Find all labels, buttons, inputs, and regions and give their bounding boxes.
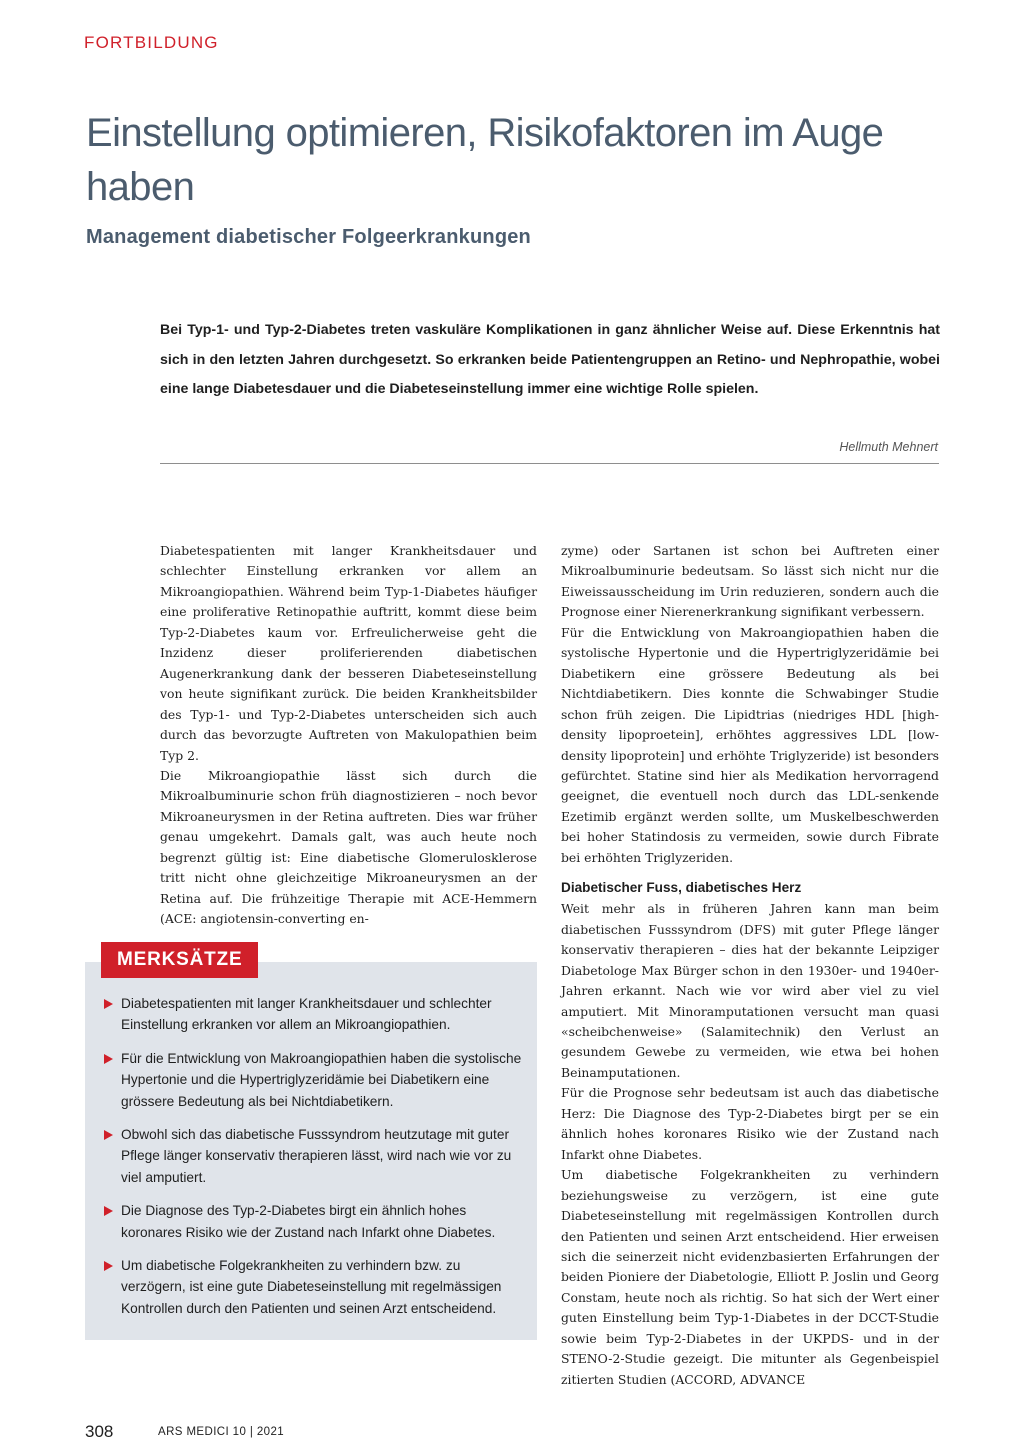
key-points-title: MERKSÄTZE [101,942,258,978]
key-point-text: Diabetespatienten mit langer Krankheitsdauer und schlechter Einstellung erkranken vor allem an Mikroangiopathien. [121,996,492,1033]
body-paragraph: Weit mehr als in früheren Jahren kann man beim diabetischen Fusssyndrom (DFS) mit guter Pflege länger konservativ therapieren – dies hat der bekannte Leipziger Diabetologe Max Bürger schon in den 1930er- und 1940er-Jahren erkannt. Nach wie vor wird aber viel zu viel amputiert. Mit Minoramputationen versucht man quasi «scheibchenweise» (Salamitechnik) den Verlust an gesundem Gewebe zu vermeiden, wie etwa bei hohen Beinamputationen. [561,901,939,1080]
key-point-text: Obwohl sich das diabetische Fusssyndrom heutzutage mit guter Pflege länger konservativ therapieren lässt, wird nach wie vor zu viel amputiert. [121,1127,512,1185]
triangle-bullet-icon [104,1261,113,1271]
body-paragraph: Für die Entwicklung von Makroangiopathien haben die systolische Hypertonie und die Hypertriglyzeridämie bei Diabetikern eine grössere Bedeutung als bei Nichtdiabetikern. Dies konnte die Schwabinger Studie schon früh zeigen. Die Lipidtrias (niedriges HDL [high-density lipoproetein], erhöhtes aggressives LDL [low-density lipoprotein] und erhöhte Triglyzeride) ist besonders gefürchtet. Statine sind hier als Medikation hervorragend geeignet, die eventuell noch durch das LDL-senkende Ezetimib ergänzt werden sollte, um Muskelbeschwerden bei hoher Statindosis zu vermeiden, sowie durch Fibrate bei erhöhten Triglyzeriden. [561,624,939,865]
body-paragraph: Diabetespatienten mit langer Krankheitsdauer und schlechter Einstellung erkranken vor allem an Mikroangiopathien. Während beim Typ-1-Diabetes häufiger eine proliferative Retinopathie auftritt, kommt diese beim Typ-2-Diabetes kaum vor. Erfreulicherweise geht die Inzidenz dieser proliferierenden diabetischen Augenerkrankung dank der besseren Diabeteseinstellung von heute signifikant zurück. Die beiden Krankheitsbilder des Typ-1- und Typ-2-Diabetes unterscheiden sich auch durch das bevorzugte Auftreten von Makulopathien beim Typ 2. [160,543,537,763]
key-point-text: Für die Entwicklung von Makroangiopathien haben die systolische Hypertonie und die Hypertriglyzeridämie bei Diabetikern eine grössere Bedeutung als bei Nichtdiabetikern. [121,1050,522,1109]
triangle-bullet-icon [104,1054,113,1064]
triangle-bullet-icon [104,1130,113,1140]
body-paragraph: Die Mikroangiopathie lässt sich durch die Mikroalbuminurie schon früh diagnostizieren – noch bevor Mikroaneurysmen in der Retina auftreten. Dies war früher genau umgekehrt. Damals galt, was auch heute noch begrenzt gültig ist: Eine diabetische Glomerulosklerose tritt nicht ohne gleichzeitige Mikroaneurysmen an der Retina auf. Die frühzeitige Therapie mit ACE-Hemmern (ACE: angiotensin-converting en- [160,767,537,927]
body-column-left [160,541,537,930]
article-lead: Bei Typ-1- und Typ-2-Diabetes treten vaskuläre Komplikationen in ganz ähnlicher Weise auf. Diese Erkenntnis hat sich in den letzten Jahren durchgesetzt. So erkranken beide Patientengruppen an Retino- und Nephropathie, wobei eine lange Diabetesdauer und die Diabeteseinstellung immer eine wichtige Rolle spielen. [160,322,940,397]
body-paragraph: Um diabetische Folgekrankheiten zu verhindern beziehungsweise zu verzögern, ist eine gute Diabeteseinstellung mit regelmässigen Kontrollen durch den Patienten und seinen Arzt entscheidend. Hier erweisen sich die seinerzeit nicht evidenzbasierten Erfahrungen der beiden Pioniere der Diabetologie, Elliott P. Joslin und Georg Constam, heute noch als richtig. So hat sich der Wert einer guten Einstellung beim Typ-1-Diabetes in der DCCT-Studie sowie beim Typ-2-Diabetes in der UKPDS- und in der STENO-2-Studie gezeigt. Die mitunter als Gegenbeispiel zitierten Studien (ACCORD, ADVANCE [561,1167,939,1387]
key-point-item [103,993,523,1036]
page-number: 308 [85,1422,114,1441]
triangle-bullet-icon [104,999,113,1009]
key-point-item [103,1048,523,1112]
key-point-item [103,1124,523,1188]
triangle-bullet-icon [104,1206,113,1216]
article-title: Einstellung optimieren, Risikofaktoren im Auge haben [86,111,884,209]
article-author: Hellmuth Mehnert [839,440,938,454]
section-label: FORTBILDUNG [84,33,219,52]
body-paragraph: zyme) oder Sartanen ist schon bei Auftreten einer Mikroalbuminurie bedeutsam. So lässt sich nicht nur die Eiweissausscheidung im Urin reduzieren, sondern auch die Prognose einer Nierenerkrankung signifikant verbessern. [561,543,939,620]
key-point-text: Um diabetische Folgekrankheiten zu verhindern bzw. zu verzögern, ist eine gute Diabeteseinstellung mit regelmässigen Kontrollen durch den Patienten und seinen Arzt entscheidend. [121,1258,502,1316]
section-heading: Diabetischer Fuss, diabetisches Herz [561,880,802,896]
divider [160,463,939,464]
article-subtitle: Management diabetischer Folgeerkrankungen [86,226,531,248]
key-point-text: Die Diagnose des Typ-2-Diabetes birgt ein ähnlich hohes koronares Risiko wie der Zustand nach Infarkt ohne Diabetes. [121,1203,496,1240]
journal-info: ARS MEDICI 10 | 2021 [158,1426,285,1438]
body-paragraph: Für die Prognose sehr bedeutsam ist auch das diabetische Herz: Die Diagnose des Typ-2-Diabetes birgt per se ein ähnlich hohes koronares Risiko wie der Zustand nach Infarkt ohne Diabetes. [561,1085,939,1162]
key-point-item [103,1200,523,1243]
key-points-list [103,993,523,1331]
body-column-right [561,541,939,1390]
key-point-item [103,1255,523,1319]
